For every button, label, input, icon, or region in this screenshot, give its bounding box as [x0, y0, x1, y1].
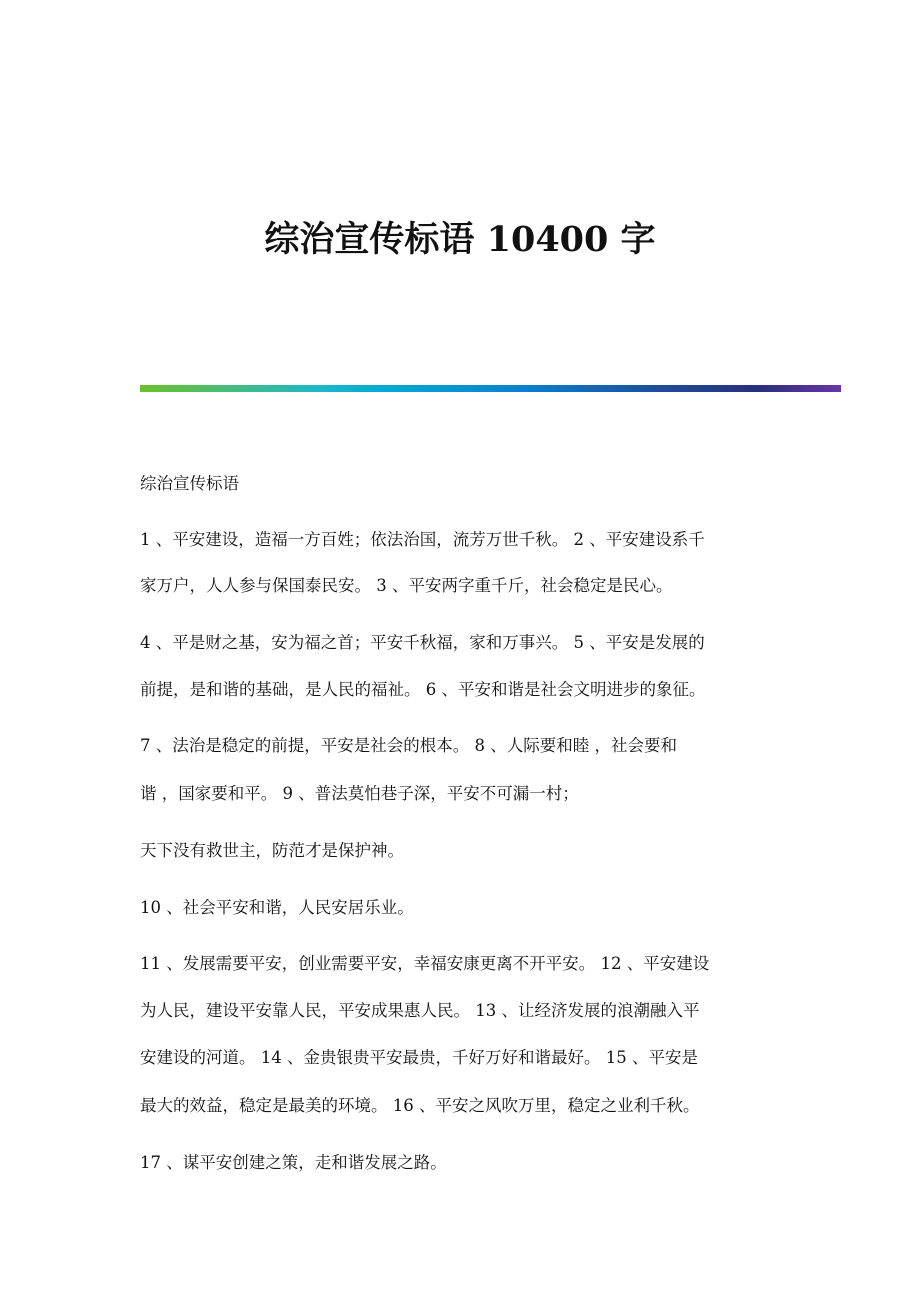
text-line: 安建设的河道。 14 、金贵银贵平安最贵，千好万好和谐最好。 15 、平安是 — [140, 1048, 698, 1067]
text-line: 天下没有救世主，防范才是保护神。 — [140, 841, 404, 860]
text-line: 1 、平安建设，造福一方百姓；依法治国，流芳万世千秋。 2 、平安建设系千 — [140, 530, 705, 549]
text-line: 17 、谋平安创建之策，走和谐发展之路。 — [140, 1153, 447, 1172]
section-heading: 综治宣传标语 — [140, 474, 239, 493]
text-line: 10 、社会平安和谐，人民安居乐业。 — [140, 898, 414, 917]
text-line: 谐 ，国家要和平。 9 、普法莫怕巷子深，平安不可漏一村； — [140, 784, 579, 803]
text-line: 家万户，人人参与保国泰民安。 3 、平安两字重千斤，社会稳定是民心。 — [140, 576, 673, 595]
gradient-divider — [140, 385, 841, 392]
text-line: 为人民，建设平安靠人民，平安成果惠人民。 13 、让经济发展的浪潮融入平 — [140, 1001, 700, 1020]
text-line: 7 、法治是稳定的前提，平安是社会的根本。 8 、人际要和睦 ，社会要和 — [140, 736, 677, 755]
text-line: 4 、平是财之基，安为福之首；平安千秋福，家和万事兴。 5 、平安是发展的 — [140, 633, 705, 652]
text-line: 11 、发展需要平安，创业需要平安，幸福安康更离不开平安。 12 、平安建设 — [140, 954, 710, 973]
document-title: 综治宣传标语 10400 字 — [264, 219, 656, 260]
text-line: 前提，是和谐的基础，是人民的福祉。 6 、平安和谐是社会文明进步的象征。 — [140, 680, 706, 699]
text-line: 最大的效益，稳定是最美的环境。 16 、平安之风吹万里，稳定之业利千秋。 — [140, 1096, 700, 1115]
